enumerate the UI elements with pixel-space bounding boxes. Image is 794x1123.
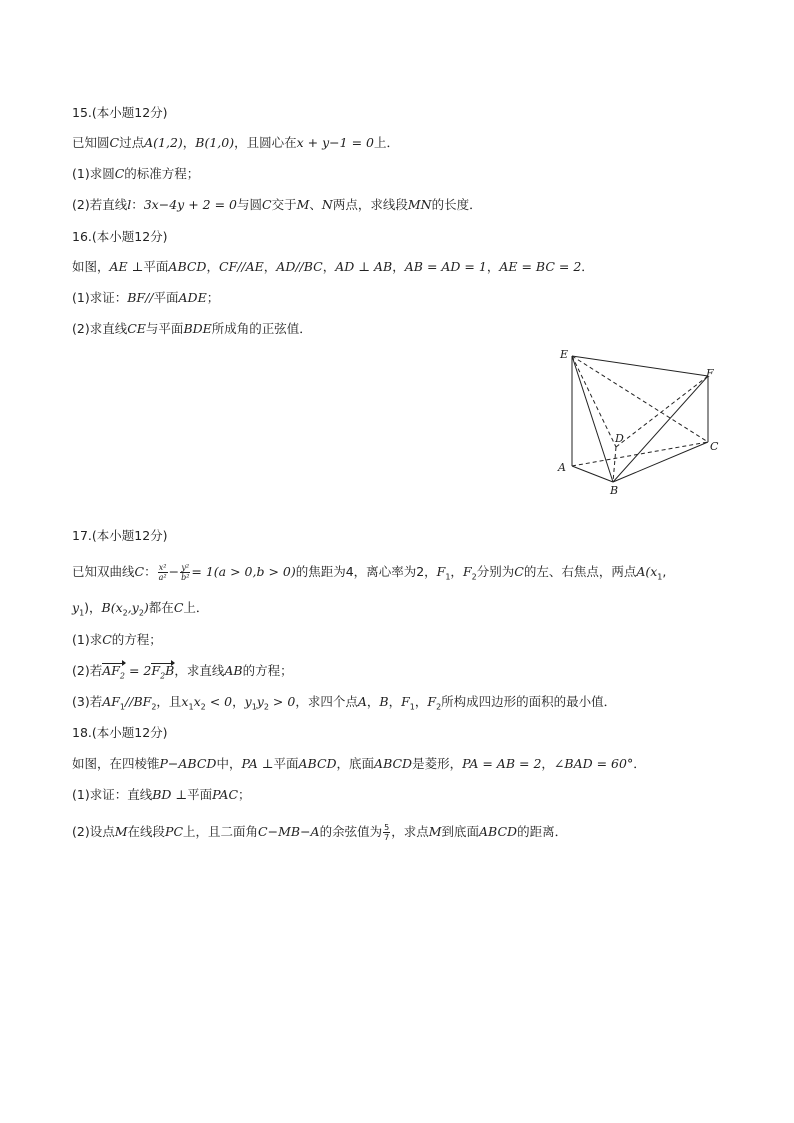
p17-header: 17.(本小题12分) <box>72 528 168 543</box>
p17-question-3: (3)若$AF_1//BF_2$，且$x_1x_2 < 0$，$y_1y_2 > 0$，求四个点A，B，$F_1$，$F_2$所构成四边形的面积的最小值． <box>72 694 617 712</box>
edge-DF-hidden <box>616 376 708 447</box>
p18-question-2: (2)设点M在线段PC上，且二面角C−MB−A的余弦值为 $\frac{5}{7}$ ，求点M到底面ABCD的距离． <box>72 823 568 842</box>
label-E: E <box>560 348 569 361</box>
vector-F2B: $F_2B$ <box>151 663 175 681</box>
p18-header: 18.(本小题12分) <box>72 725 168 740</box>
fraction-5-7: $\frac{5}{7}$ <box>384 823 390 842</box>
label-F: F <box>706 367 714 380</box>
label-D: D <box>615 432 624 445</box>
vector-AF2: $AF_2$ <box>102 663 126 681</box>
p16-statement: 如图，AE ⊥平面ABCD，CF//AE，AD//BC，AD ⊥ AB，AB = AD = 1，AE = BC = 2． <box>72 259 594 274</box>
p15-header: 15.(本小题12分) <box>72 105 168 120</box>
fraction-y2-b2: $\frac{\text{y²}}{\text{b²}}$ <box>181 563 190 582</box>
p15-question-2: (2)若直线l：3x−4y + 2 = 0与圆C交于M、N两点，求线段MN的长度． <box>72 197 482 212</box>
edge-ED-hidden <box>572 356 616 447</box>
label-B: B <box>610 484 619 497</box>
edge-DB-hidden <box>613 447 616 482</box>
p17-question-2: (2)若$AF_2 = 2F_2B$，求直线AB的方程； <box>72 663 293 681</box>
edge-BC <box>613 442 708 482</box>
p16-question-2: (2)求直线CE与平面BDE所成角的正弦值． <box>72 321 312 336</box>
solid-geometry-figure <box>552 344 732 500</box>
p15-question-1: (1)求圆C的标准方程； <box>72 166 200 181</box>
p16-header: 16.(本小题12分) <box>72 229 168 244</box>
p15-statement: 已知圆C过点A(1,2)，B(1,0)，且圆心在x + y−1 = 0上． <box>72 135 399 150</box>
p16-question-1: (1)求证：BF//平面ADE； <box>72 290 220 305</box>
edge-EF <box>572 356 708 376</box>
edge-EB <box>572 356 613 482</box>
label-A: A <box>558 461 566 474</box>
fraction-x2-a2: $\frac{\text{x²}}{\text{a²}}$ <box>158 563 167 582</box>
edge-AC-hidden <box>572 442 708 466</box>
edge-AB <box>572 466 613 482</box>
p18-question-1: (1)求证：直线BD ⊥平面PAC； <box>72 787 251 802</box>
edge-BF <box>613 376 708 482</box>
p17-question-1: (1)求C的方程； <box>72 632 162 647</box>
p17-statement-line-1: 已知双曲线C： $\frac{\text{x²}}{\text{a²}}$ − $\frac{\text{y²}}{\text{b²}}$ = 1(a > 0,b > 0)的焦距为4，离心率为2，$F_1$，$F_2$分别为C的左、右焦点，两点$A(x_1$, <box>72 563 667 582</box>
label-C: C <box>710 440 719 453</box>
p18-statement: 如图，在四棱锥P−ABCD中，PA ⊥平面ABCD，底面ABCD是菱形，PA = AB = 2，∠BAD = 60°． <box>72 756 646 771</box>
p17-statement-line-2: $y_1$)，$B(x_2,y_2)$都在C上． <box>72 600 209 618</box>
